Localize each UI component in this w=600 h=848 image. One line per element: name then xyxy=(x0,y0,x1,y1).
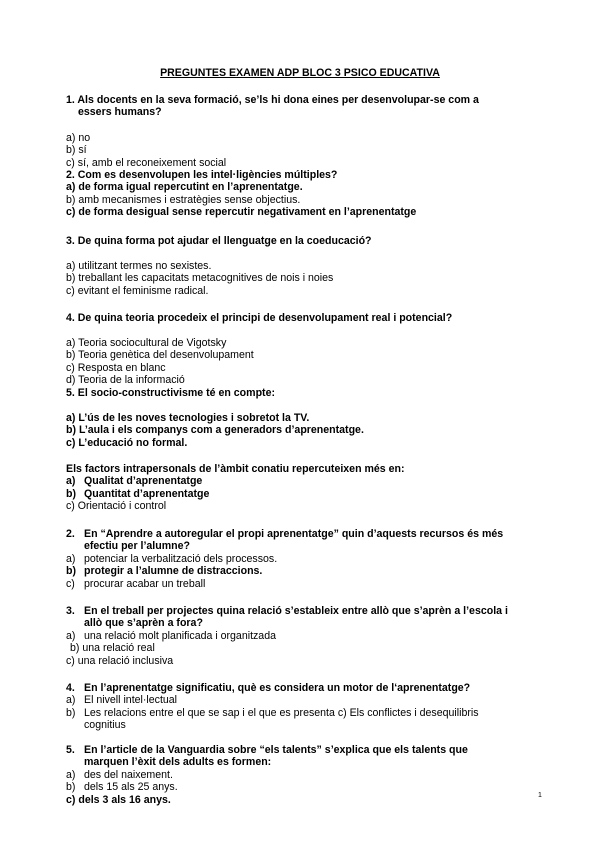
question-text: 5. En l’article de la Vanguardia sobre “els talents” s’explica que els talents que xyxy=(66,744,468,756)
question-3 xyxy=(66,235,536,247)
option-b xyxy=(66,488,536,500)
option-letter: b) xyxy=(66,781,76,794)
option-a xyxy=(66,630,536,642)
option-letter: a) xyxy=(66,768,76,781)
option-c: c) una relació inclusiva xyxy=(66,654,174,667)
option-c: c) L’educació no formal. xyxy=(66,436,188,449)
question-text-cont: allò que s’aprèn a fora? xyxy=(84,617,203,630)
option-letter: b) xyxy=(66,706,76,719)
question-1-options xyxy=(66,132,536,169)
option-a: a) de forma igual repercutint en l’aprenentatge. xyxy=(66,181,303,194)
option-text: Qualitat d’aprenentatge xyxy=(84,475,203,488)
question-text: 2. Com es desenvolupen les intel·ligències múltiples? xyxy=(66,169,338,181)
question-10 xyxy=(66,744,536,806)
document-title: PREGUNTES EXAMEN ADP BLOC 3 PSICO EDUCATIVA xyxy=(160,67,440,79)
question-text: 1. Als docents en la seva formació, se’ls hi dona eines per desenvolupar-se com a xyxy=(66,94,479,106)
option-b: b) una relació real xyxy=(70,642,155,655)
option-c: c) de forma desigual sense repercutir negativament en l’aprenentatge xyxy=(66,206,417,219)
option-c: c) sí, amb el reconeixement social xyxy=(66,156,227,169)
question-number: 5. xyxy=(66,744,75,756)
option-a: a) no xyxy=(66,132,91,144)
option-letter: b) xyxy=(66,565,76,578)
question-text: 4. De quina teoria procedeix el principi de desenvolupament real i potencial? xyxy=(66,312,453,324)
question-number: 4. xyxy=(66,682,75,694)
option-a: a) L’ús de les noves tecnologies i sobretot la TV. xyxy=(66,412,310,424)
question-8 xyxy=(66,605,536,667)
question-text-cont: efectiu per l’alumne? xyxy=(84,540,190,553)
option-letter: b) xyxy=(66,487,76,500)
question-5-options xyxy=(66,412,536,449)
option-b xyxy=(66,781,536,793)
option-c: c) Orientació i control xyxy=(66,500,167,513)
question-text: 2. En “Aprendre a autoregular el propi aprenentatge” quin d’aquests recursos és més xyxy=(66,528,504,540)
option-c: c) Resposta en blanc xyxy=(66,361,166,374)
option-text: protegir a l’alumne de distraccions. xyxy=(84,565,263,578)
option-text: dels 15 als 25 anys. xyxy=(84,781,178,794)
option-c: c) dels 3 als 16 anys. xyxy=(66,793,171,806)
page-number: 1 xyxy=(538,792,542,799)
option-b: b) treballant les capacitats metacognitives de nois i noies xyxy=(66,272,334,285)
question-6 xyxy=(66,463,536,513)
question-number: 3. xyxy=(66,605,75,617)
option-text: potenciar la verbalització dels processos. xyxy=(84,552,278,565)
question-9 xyxy=(66,682,536,732)
option-b: b) Teoria genètica del desenvolupament xyxy=(66,349,254,362)
option-b xyxy=(66,565,536,577)
question-5 xyxy=(66,387,536,399)
option-text: Les relacions entre el que se sap i el que es presenta c) Els conflictes i desequilibris xyxy=(84,706,479,719)
option-letter: a) xyxy=(66,694,76,707)
option-letter: a) xyxy=(66,552,76,565)
option-d: d) Teoria de la informació xyxy=(66,374,185,387)
option-text: una relació molt planificada i organitzada xyxy=(84,629,276,642)
option-b-cont: cognitius xyxy=(84,719,126,732)
option-c: c) evitant el feminisme radical. xyxy=(66,284,209,297)
question-2 xyxy=(66,169,536,219)
question-4-options xyxy=(66,337,536,387)
option-text: des del naixement. xyxy=(84,768,173,781)
question-text-cont: marquen l’èxit dels adults es formen: xyxy=(84,756,272,769)
option-b: b) sí xyxy=(66,144,87,157)
option-a: a) utilitzant termes no sexistes. xyxy=(66,260,212,272)
option-a: a) Teoria sociocultural de Vigotsky xyxy=(66,337,227,349)
question-text: Els factors intrapersonals de l’àmbit conatiu repercuteixen més en: xyxy=(66,463,405,475)
question-text: 4. En l’aprenentatge significatiu, què es considera un motor de l‘aprenentatge? xyxy=(66,682,471,694)
option-a xyxy=(66,553,536,565)
question-3-options xyxy=(66,260,536,297)
option-c xyxy=(66,578,536,590)
question-number: 2. xyxy=(66,528,75,540)
question-1 xyxy=(66,94,536,119)
option-b: b) amb mecanismes i estratègies sense objectius. xyxy=(66,193,301,206)
option-letter: a) xyxy=(66,475,76,488)
question-text-cont: essers humans? xyxy=(78,106,162,119)
option-a xyxy=(66,769,536,781)
option-text: El nivell intel·lectual xyxy=(84,694,178,707)
option-letter: a) xyxy=(66,629,76,642)
option-text: Quantitat d’aprenentatge xyxy=(84,487,210,500)
option-a xyxy=(66,694,536,706)
option-text: procurar acabar un treball xyxy=(84,577,206,590)
question-text: 5. El socio-constructivisme té en compte: xyxy=(66,387,275,399)
option-b xyxy=(66,707,536,719)
question-4 xyxy=(66,312,536,324)
question-7 xyxy=(66,528,536,590)
option-letter: c) xyxy=(66,577,75,590)
question-text: 3. En el treball per projectes quina relació s’estableix entre allò que s’aprèn a l’escola i xyxy=(66,605,508,617)
option-a xyxy=(66,475,536,487)
question-text: 3. De quina forma pot ajudar el llenguatge en la coeducació? xyxy=(66,235,372,247)
option-b: b) L’aula i els companys com a generadors d’aprenentatge. xyxy=(66,424,364,437)
